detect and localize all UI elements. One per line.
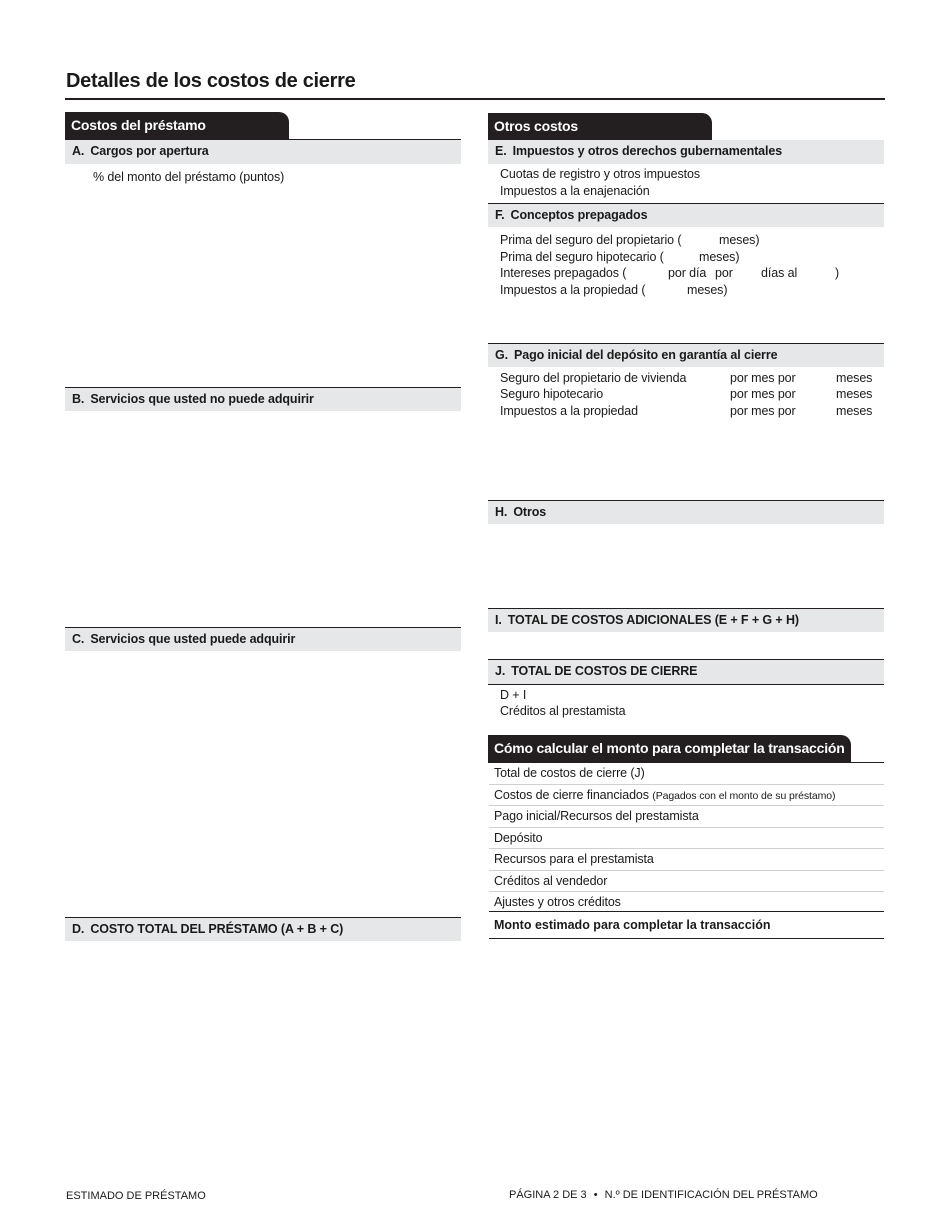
escrow-row-months: meses	[836, 371, 873, 385]
prepaid-interest-text: Intereses prepagados (	[500, 266, 627, 280]
section-h-letter: H.	[495, 505, 508, 519]
mortgage-premium-unit: meses)	[699, 250, 740, 264]
title-divider	[65, 98, 885, 100]
calc-row-funds-for-borrower: Recursos para el prestamista	[489, 849, 884, 871]
page-title: Detalles de los costos de cierre	[66, 70, 356, 92]
section-c-label: Servicios que usted puede adquirir	[90, 632, 296, 646]
section-h-header	[488, 500, 884, 524]
escrow-row-name: Seguro hipotecario	[500, 387, 604, 401]
section-g-label: Pago inicial del depósito en garantía al cierre	[514, 348, 778, 362]
section-g-header	[488, 343, 884, 367]
d-plus-i-line: D + I	[500, 688, 527, 702]
escrow-row-name: Impuestos a la propiedad	[500, 404, 638, 418]
section-b-letter: B.	[72, 392, 85, 406]
calc-row-seller-credits: Créditos al vendedor	[489, 871, 884, 893]
section-c-header	[65, 627, 461, 651]
section-i-header	[488, 608, 884, 632]
property-taxes-text: Impuestos a la propiedad (	[500, 283, 646, 297]
section-d-header	[65, 917, 461, 941]
section-f-letter: F.	[495, 208, 505, 222]
homeowner-premium-unit: meses)	[719, 233, 760, 247]
escrow-row-per: por mes por	[730, 371, 796, 385]
section-a-letter: A.	[72, 144, 85, 158]
footer-loan-id: N.º DE IDENTIFICACIÓN DEL PRÉSTAMO	[604, 1189, 818, 1201]
section-j-letter: J.	[495, 664, 506, 678]
escrow-row-name: Seguro del propietario de vivienda	[500, 371, 687, 385]
section-a-label: Cargos por apertura	[90, 144, 209, 158]
footer-bullet: •	[593, 1189, 598, 1201]
financed-label: Costos de cierre financiados	[494, 787, 649, 802]
escrow-row-months: meses	[836, 404, 873, 418]
prepaid-interest-per-day: por día	[668, 266, 707, 280]
other-costs-tab: Otros costos	[488, 113, 712, 141]
financed-note: (Pagados con el monto de su préstamo)	[652, 789, 836, 802]
section-j-header	[488, 659, 884, 685]
origination-points-line: % del monto del préstamo (puntos)	[93, 170, 285, 184]
calc-row-adjustments: Ajustes y otros créditos	[494, 895, 621, 909]
section-f-label: Conceptos prepagados	[510, 208, 648, 222]
recording-fees-line: Cuotas de registro y otros impuestos	[500, 167, 700, 181]
lender-credits-line: Créditos al prestamista	[500, 704, 626, 718]
prepaid-interest-close: )	[835, 266, 840, 280]
section-c-letter: C.	[72, 632, 85, 646]
section-e-header	[488, 140, 884, 164]
section-e-label: Impuestos y otros derechos gubernamentales	[512, 144, 783, 158]
property-taxes-unit: meses)	[687, 283, 728, 297]
section-e-letter: E.	[495, 144, 507, 158]
prepaid-interest-for: por	[715, 266, 733, 280]
footer-left: ESTIMADO DE PRÉSTAMO	[66, 1190, 206, 1202]
loan-costs-tab: Costos del préstamo	[65, 112, 289, 140]
estimated-cash-to-close: Monto estimado para completar la transacción	[489, 911, 884, 939]
section-j-label: TOTAL DE COSTOS DE CIERRE	[511, 664, 698, 678]
section-d-letter: D.	[72, 922, 85, 936]
footer-page: PÁGINA 2 DE 3	[509, 1189, 587, 1201]
prepaid-interest-days-to: días al	[761, 266, 798, 280]
escrow-row-per: por mes por	[730, 404, 796, 418]
cash-to-close-tab: Cómo calcular el monto para completar la transacción	[488, 735, 851, 763]
section-g-letter: G.	[495, 348, 508, 362]
calc-row-financed-closing-costs	[489, 785, 884, 807]
mortgage-premium-text: Prima del seguro hipotecario (	[500, 250, 664, 264]
escrow-row-per: por mes por	[730, 387, 796, 401]
footer-right	[509, 1189, 818, 1201]
homeowner-premium-text: Prima del seguro del propietario (	[500, 233, 682, 247]
section-b-label: Servicios que usted no puede adquirir	[90, 392, 314, 406]
section-h-label: Otros	[513, 505, 547, 519]
transfer-tax-line: Impuestos a la enajenación	[500, 184, 650, 198]
section-i-label: TOTAL DE COSTOS ADICIONALES (E + F + G + H)	[507, 613, 799, 627]
section-b-header	[65, 387, 461, 411]
calc-row-deposit: Depósito	[489, 828, 884, 850]
section-d-label: COSTO TOTAL DEL PRÉSTAMO (A + B + C)	[90, 922, 344, 936]
section-a-header	[65, 140, 461, 164]
homeowner-premium-line	[500, 232, 681, 249]
escrow-row-months: meses	[836, 387, 873, 401]
section-i-letter: I.	[495, 613, 502, 627]
section-f-header	[488, 203, 884, 227]
calc-row-total-closing-costs: Total de costos de cierre (J)	[489, 763, 884, 785]
calc-row-down-payment: Pago inicial/Recursos del prestamista	[489, 806, 884, 828]
